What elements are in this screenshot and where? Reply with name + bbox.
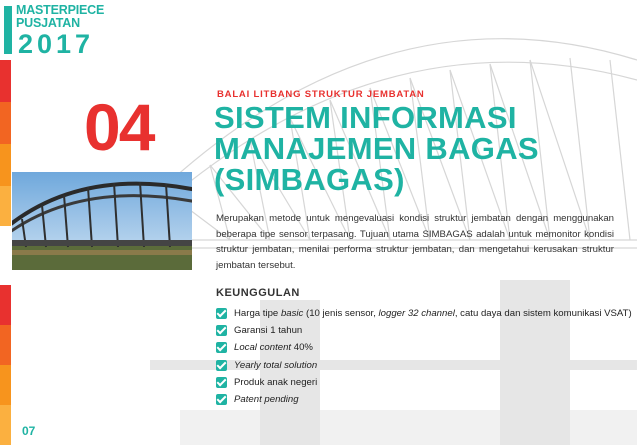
- title-line-3: (SIMBAGAS): [214, 162, 405, 197]
- advantage-text: Harga tipe basic (10 jenis sensor, logger 32 channel, catu daya dan sistem komunikasi VSAT): [234, 308, 632, 320]
- masterpiece-header: [4, 4, 122, 58]
- advantages-heading: KEUNGGULAN: [216, 287, 300, 299]
- header-line-1: MASTERPIECE: [16, 3, 105, 17]
- checkbox-icon: [216, 360, 227, 371]
- advantage-item: [216, 305, 632, 322]
- description-text: Merupakan metode untuk mengevaluasi kondisi struktur jembatan dengan menggunakan beberapa tipe sensor terpasang. Tujuan utama SIMBAGAS adalah untuk memonitor kondisi struktur jembatan, menilai performa struktur jembatan, dan mengetahui kerusakan struktur jembatan tersebut.: [216, 213, 614, 271]
- checkbox-icon: [216, 342, 227, 353]
- checkbox-icon: [216, 377, 227, 388]
- page-number: 07: [22, 424, 36, 438]
- advantage-item: [216, 339, 632, 356]
- section-number: 04: [84, 90, 154, 164]
- title-line-1: SISTEM INFORMASI: [214, 100, 517, 135]
- header-year: 2017: [18, 29, 95, 59]
- advantage-text: Patent pending: [234, 394, 299, 406]
- checkbox-icon: [216, 325, 227, 336]
- header-line-2: PUSJATAN: [16, 16, 80, 30]
- section-title: [214, 102, 614, 195]
- section-subtitle: BALAI LITBANG STRUKTUR JEMBATAN: [217, 89, 425, 100]
- checkbox-icon: [216, 394, 227, 405]
- header-accent-bar: [4, 6, 12, 54]
- advantages-list: [216, 305, 632, 408]
- advantage-text: Local content 40%: [234, 342, 313, 354]
- checkbox-icon: [216, 308, 227, 319]
- title-line-2: MANAJEMEN BAGAS: [214, 131, 539, 166]
- advantage-text: Garansi 1 tahun: [234, 325, 303, 337]
- advantage-text: Yearly total solution: [234, 359, 318, 371]
- bridge-photo: [12, 172, 192, 270]
- advantage-item: [216, 322, 632, 339]
- advantage-item: [216, 391, 632, 408]
- advantage-text: Produk anak negeri: [234, 376, 318, 388]
- side-color-strip: [0, 60, 11, 445]
- advantage-item: [216, 374, 632, 391]
- advantage-item: [216, 357, 632, 374]
